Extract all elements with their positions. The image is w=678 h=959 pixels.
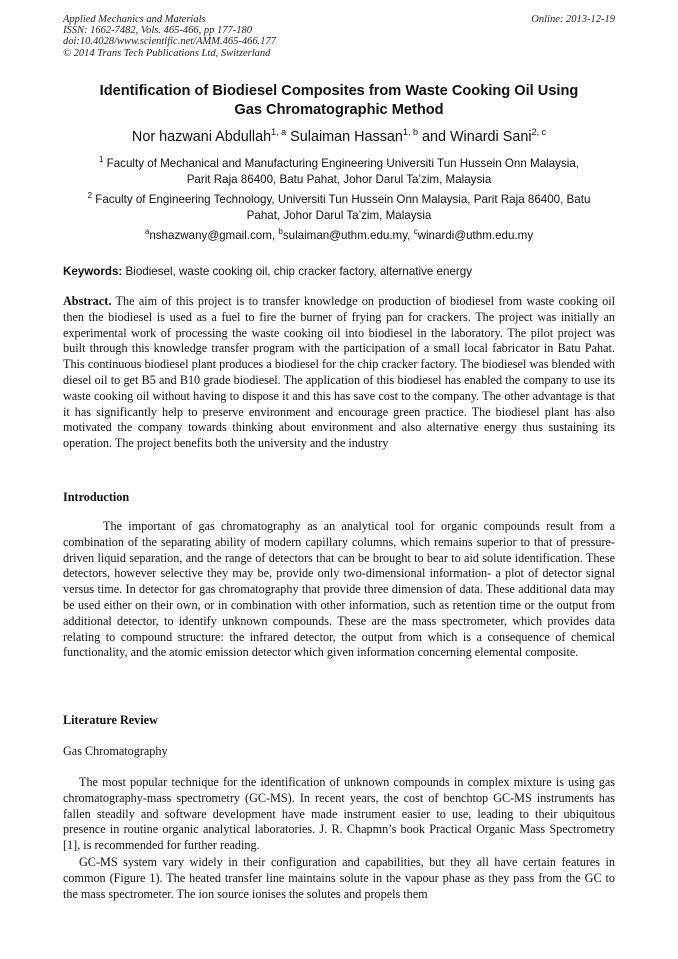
email-superscript: c (413, 227, 418, 236)
affiliation-text: Faculty of Mechanical and Manufacturing Engineering Universiti Tun Hussein Onn Malaysia, (106, 157, 580, 170)
issn-line: ISSN: 1662-7482, Vols. 465-466, pp 177-180 (63, 25, 252, 37)
author-superscript: 2, c (531, 127, 547, 137)
abstract-paragraph (63, 294, 615, 452)
author-superscript: 1, a (271, 127, 287, 137)
abstract-text: The aim of this project is to transfer knowledge on production of biodiesel from waste cooking oil then the biodiesel is used as a fuel to fire the burner of frying pan for crackers. The project was initially an experimental work of processing the waste cooking oil into biodiesel in the laboratory. The pilot project was built through this knowledge transfer program with the participation of a small local fabricator in Batu Pahat. This continuous biodiesel plant produces a biodiesel for the chip cracker factory. The biodiesel was blended with diesel oil to get B5 and B10 grade biodiesel. The application of this biodiesel has enabled the company to use its waste cooking oil without having to dispose it and this has save cost to the company. The other advantage is that it has significantly help to preserve environment and encourage green practice. The biodiesel plant has also motivated the company towards thinking about environment and also alternative energy thus sustaining its operation. The project benefits both the university and the industry (63, 294, 616, 451)
affiliation-text: Pahat, Johor Darul Ta’zim, Malaysia (246, 209, 432, 222)
author-name: Nor hazwani Abdullah (131, 129, 272, 145)
keywords-label: Keywords: (63, 265, 123, 278)
keywords-line (63, 264, 615, 280)
abstract-label: Abstract. (63, 294, 112, 308)
copyright-line: © 2014 Trans Tech Publications Ltd, Switzerland (63, 47, 271, 59)
gas-chromatography-subheading: Gas Chromatography (63, 744, 168, 758)
affiliation-2 (63, 192, 615, 224)
introduction-heading: Introduction (63, 490, 130, 504)
keywords-text: Biodiesel, waste cooking oil, chip cracker factory, alternative energy (125, 265, 472, 278)
affiliation-number: 2 (87, 191, 93, 200)
author-name: Sulaiman Hassan (290, 129, 403, 145)
title-line-1: Identification of Biodiesel Composites from Waste Cooking Oil Using (99, 83, 579, 99)
email-address: nshazwany@gmail.com, (149, 229, 276, 242)
affiliation-number: 1 (98, 155, 104, 164)
email-address: winardi@uthm.edu.my (417, 229, 534, 242)
journal-header (63, 14, 615, 59)
title-line-2: Gas Chromatographic Method (234, 102, 444, 118)
doi-line: doi:10.4028/www.scientific.net/AMM.465-466.177 (63, 36, 276, 48)
author-conjunction: and (421, 129, 446, 145)
online-date: Online: 2013-12-19 (531, 14, 615, 25)
paper-title (63, 82, 615, 120)
author-superscript: 1, b (402, 127, 418, 137)
journal-name: Applied Mechanics and Materials (63, 14, 206, 25)
literature-paragraph-1: The most popular technique for the identification of unknown compounds in complex mixture is using gas chromatography-mass spectrometry (GC-MS). In recent years, the cost of benchtop GC-MS instruments has fallen steadily and software development have made instrument easier to use, leading to their ubiquitous presence in routine organic analytical laboratories. J. R. Chapmn’s book Practical Organic Mass Spectrometry [1], is recommended for further reading. (63, 775, 615, 853)
affiliation-1 (63, 156, 615, 188)
affiliation-text: Faculty of Engineering Technology, Universiti Tun Hussein Onn Malaysia, Parit Raja 86400, Batu (95, 193, 591, 206)
email-superscript: b (278, 227, 283, 236)
email-address: sulaiman@uthm.edu.my, (282, 229, 411, 242)
affiliation-text: Parit Raja 86400, Batu Pahat, Johor Darul Ta’zim, Malaysia (186, 173, 492, 186)
introduction-paragraph: The important of gas chromatography as an analytical tool for organic compounds result from a combination of the separating ability of modern capillary columns, which remains superior to that of pressure- driven liquid separation, and the range of detectors that can be brought to bear to aid solute identification. These detectors, however selective they may be, provide only two-dimensional information- a plot of detector signal versus time. In detector for gas chromatography that provide three dimension of data. These additional data may be used either on their own, or in combination with other information, such as retention time or the output from additional detector, to identify unknown compounds. These are the mass spectrometer, which provides data relating to compound structure: the infrared detector, the output from which is a consequence of chemical functionality, and the atomic emission detector which given information concerning elemental composite. (63, 519, 615, 660)
email-superscript: a (144, 227, 150, 236)
literature-paragraph-2: GC-MS system vary widely in their configuration and capabilities, but they all have certain features in common (Figure 1). The heated transfer line maintains solute in the vapour phase as they pass from the GC to the mass spectrometer. The ion source ionises the solutes and propels them (63, 855, 615, 901)
author-name: Winardi Sani (449, 129, 532, 145)
literature-review-heading: Literature Review (63, 713, 158, 727)
author-list (63, 128, 615, 146)
email-list (63, 228, 615, 244)
